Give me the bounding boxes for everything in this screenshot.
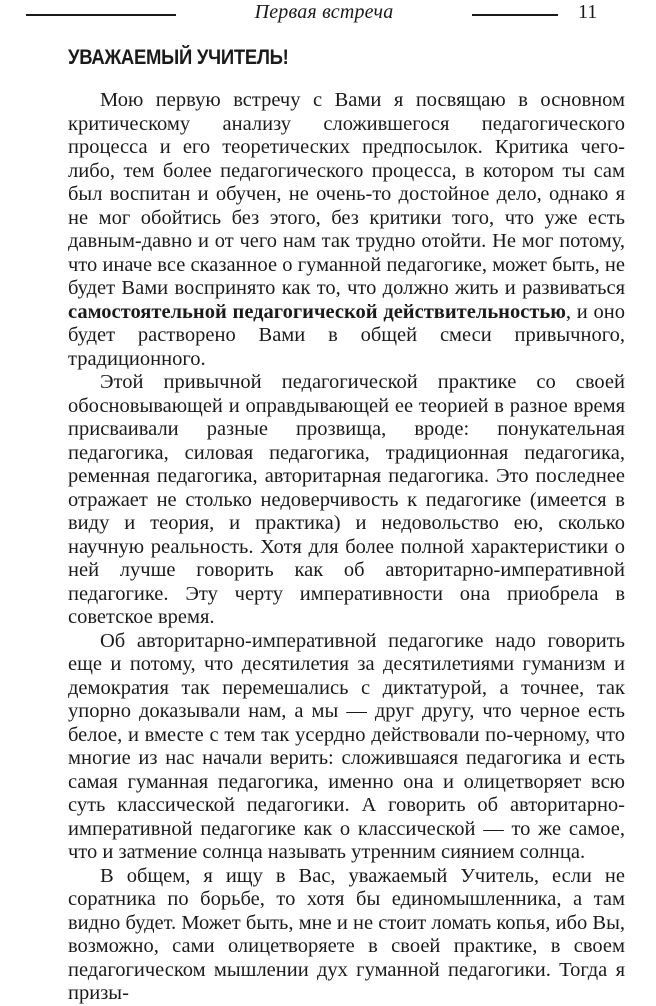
running-title: Первая встреча: [254, 1, 394, 23]
paragraph-3: Об авторитарно-императивной педагогике надо говорить еще и потому, что десятилетия за десятилетиями гуманизм и демократия так перемешались с диктатурой, а точнее, так упорно доказывали нам, а мы — друг другу, что черное есть белое, и вместе с тем так усердно действовали по-черному, что многие из нас начали верить: сложившаяся педагогика и есть самая гуманная педагогика, именно она и олицетворяет всю суть классической педагогики. А говорить об авторитарно-императивной педагогике как о классической — то же самое, что и затмение солнца называть утренним сиянием солнца.: [68, 629, 625, 863]
paragraph-1-text-a: Мою первую встречу с Вами я посвящаю в основном критическому анализу сложившегося педагогического процесса и его теоретических предпосылок. Критика чего-либо, тем более педагогического процесса, в котором ты сам был воспитан и обучен, не очень-то достойное дело, однако я не мог обойтись без этого, без критики того, что уже есть давным-давно и от чего нам так трудно отойти. Не мог потому, что иначе все сказанное о гуманной педагогике, может быть, не будет Вами воспринято как то, что должно жить и развиваться: [68, 89, 625, 299]
salutation-heading: УВАЖАЕМЫЙ УЧИТЕЛЬ!: [68, 46, 289, 69]
page-number: 11: [578, 1, 598, 23]
paragraph-4: В общем, я ищу в Вас, уважаемый Учитель, если не соратника по борьбе, то хотя бы единомышленника, а там видно будет. Может быть, мне и не стоит ломать копья, ибо Вы, возможно, сами олицетворяете в своей практике, в своем педагогическом мышлении дух гуманной педагогики. Тогда я призы-: [68, 864, 625, 1004]
header-rule-right: [472, 14, 558, 16]
header-rule-left: [26, 14, 176, 16]
paragraph-1-text-b: , и оно будет растворено Вами в общей смеси привычного, традиционного.: [68, 300, 625, 370]
paragraph-1: [68, 89, 625, 371]
paragraph-2: Этой привычной педагогической практике со своей обосновывающей и оправдывающей ее теорией в разное время присваивали разные прозвища, вроде: понукательная педагогика, силовая педагогика, традиционная педагогика, ременная педагогика, авторитарная педагогика. Это последнее отражает не столько недоверчивость к педагогике (имеется в виду и теория, и практика) и недовольство ею, сколько научную реальность. Хотя для более полной характеристики о ней лучше говорить как об авторитарно-императивной педагогике. Эту черту императивности она приобрела в советское время.: [68, 371, 625, 628]
paragraph-1-bold-phrase: самостоятельной педагогической действительностью: [68, 300, 566, 323]
body-text: [68, 89, 625, 1006]
running-header: [0, 0, 656, 30]
